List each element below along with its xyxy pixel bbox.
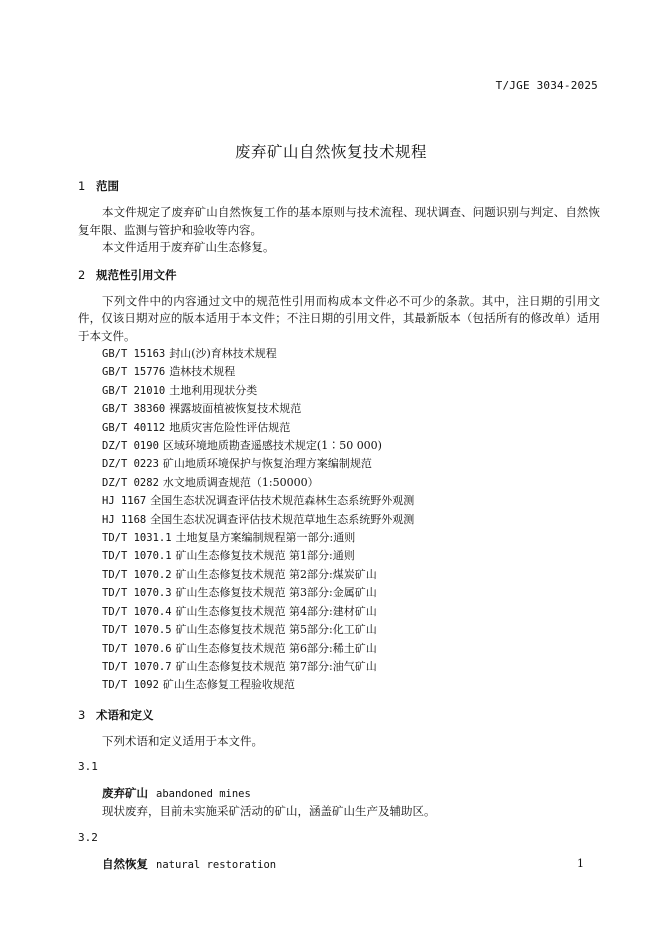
document-title: 废弃矿山自然恢复技术规程 [234,143,427,161]
reference-title: 区域环境地质勘查遥感技术规定(1∶50 000) [162,439,382,453]
references-intro: 下列文件中的内容通过文中的规范性引用而构成本文件必不可少的条款。其中，注日期的引用文件，仅该日期对应的版本适用于本文件；不注日期的引用文件，其最新版本（包括所有的修改单）适用于本文件。 [78,293,600,343]
reference-code: HJ 1168 [102,513,147,526]
reference-title: 全国生态状况调查评估技术规范森林生态系统野外观测 [150,494,415,508]
reference-item [78,603,600,621]
section-title: 范围 [96,179,119,193]
reference-item [78,474,600,492]
reference-title: 矿山生态修复技术规范 第2部分:煤炭矿山 [175,567,377,581]
reference-title: 土地利用现状分类 [169,383,258,397]
reference-code: TD/T 1070.5 [102,624,172,637]
reference-item [78,419,600,437]
reference-item [78,640,600,658]
section-title: 规范性引用文件 [96,267,177,282]
section-heading-scope [78,176,600,196]
section-heading-normative-references [78,265,600,285]
reference-title: 封山(沙)育林技术规程 [169,347,277,360]
section-title: 术语和定义 [96,707,154,722]
reference-code: DZ/T 0282 [102,476,159,489]
reference-code: TD/T 1031.1 [102,532,172,545]
reference-title: 土地复垦方案编制规程第一部分:通则 [175,531,356,545]
reference-item [78,492,600,510]
reference-code: TD/T 1070.2 [102,568,172,581]
reference-code: TD/T 1070.7 [102,660,172,673]
reference-item [78,621,600,639]
reference-list [78,345,600,695]
reference-code: GB/T 38360 [102,403,166,416]
reference-title: 全国生态状况调查评估技术规范草地生态系统野外观测 [150,512,415,526]
document-body [78,176,600,874]
scope-applicability: 本文件适用于废弃矿山生态修复。 [102,240,275,254]
scope-paragraph: 本文件规定了废弃矿山自然恢复工作的基本原则与技术流程、现状调查、问题识别与判定、自然恢复年限、监测与管护和验收等内容。 [78,205,600,237]
reference-title: 矿山生态修复技术规范 第6部分:稀土矿山 [175,641,377,655]
reference-item [78,511,600,529]
reference-code: TD/T 1070.3 [102,587,172,600]
reference-code: HJ 1167 [102,495,147,508]
term-english: natural restoration [156,858,277,871]
reference-title: 矿山生态修复技术规范 第4部分:建材矿山 [175,604,377,618]
reference-title: 矿山地质环境保护与恢复治理方案编制规范 [162,457,372,471]
reference-code: GB/T 21010 [102,384,166,397]
reference-item [78,382,600,400]
term-definition: 现状废弃，目前未实施采矿活动的矿山，涵盖矿山生产及辅助区。 [102,804,436,819]
reference-code: TD/T 1070.4 [102,605,172,618]
reference-item [78,658,600,676]
reference-code: DZ/T 0223 [102,458,159,471]
reference-code: GB/T 15776 [102,366,166,379]
term-english: abandoned mines [156,788,251,801]
section-number: 3 [78,707,86,722]
terms-intro: 下列术语和定义适用于本文件。 [102,733,263,748]
reference-title: 矿山生态修复技术规范 第7部分:油气矿山 [175,659,377,673]
reference-code: TD/T 1070.1 [102,550,172,563]
term-entry [78,855,600,874]
reference-title: 矿山生态修复技术规范 第1部分:通则 [175,549,355,563]
reference-item [78,529,600,547]
reference-code: TD/T 1092 [102,679,159,692]
reference-item [78,455,600,473]
section-number: 2 [78,267,86,282]
term-chinese: 废弃矿山 [102,786,148,801]
reference-title: 造林技术规程 [169,365,236,379]
page-number: 1 [577,857,584,870]
section-number: 1 [78,179,86,193]
reference-title: 裸露坡面植被恢复技术规范 [169,402,302,416]
reference-item [78,547,600,565]
clause-number: 3.2 [78,830,98,844]
section-heading-terms-and-definitions [78,705,600,725]
reference-item [78,363,600,381]
reference-code: DZ/T 0190 [102,440,159,453]
standard-number: T/JGE 3034-2025 [495,79,598,92]
reference-code: TD/T 1070.6 [102,642,172,655]
reference-item [78,437,600,455]
reference-item [78,345,600,363]
reference-title: 地质灾害危险性评估规范 [169,420,291,434]
reference-title: 矿山生态修复工程验收规范 [162,678,295,692]
term-chinese: 自然恢复 [102,856,148,871]
reference-item [78,584,600,602]
term-entry [78,784,600,803]
reference-title: 矿山生态修复技术规范 第3部分:金属矿山 [175,586,377,600]
reference-item [78,566,600,584]
reference-code: GB/T 40112 [102,421,166,434]
reference-item [78,400,600,418]
reference-code: GB/T 15163 [102,348,166,360]
reference-item [78,676,600,694]
reference-title: 矿山生态修复技术规范 第5部分:化工矿山 [175,623,377,637]
clause-number: 3.1 [78,760,98,774]
reference-title: 水文地质调查规范（1:50000） [162,475,319,489]
